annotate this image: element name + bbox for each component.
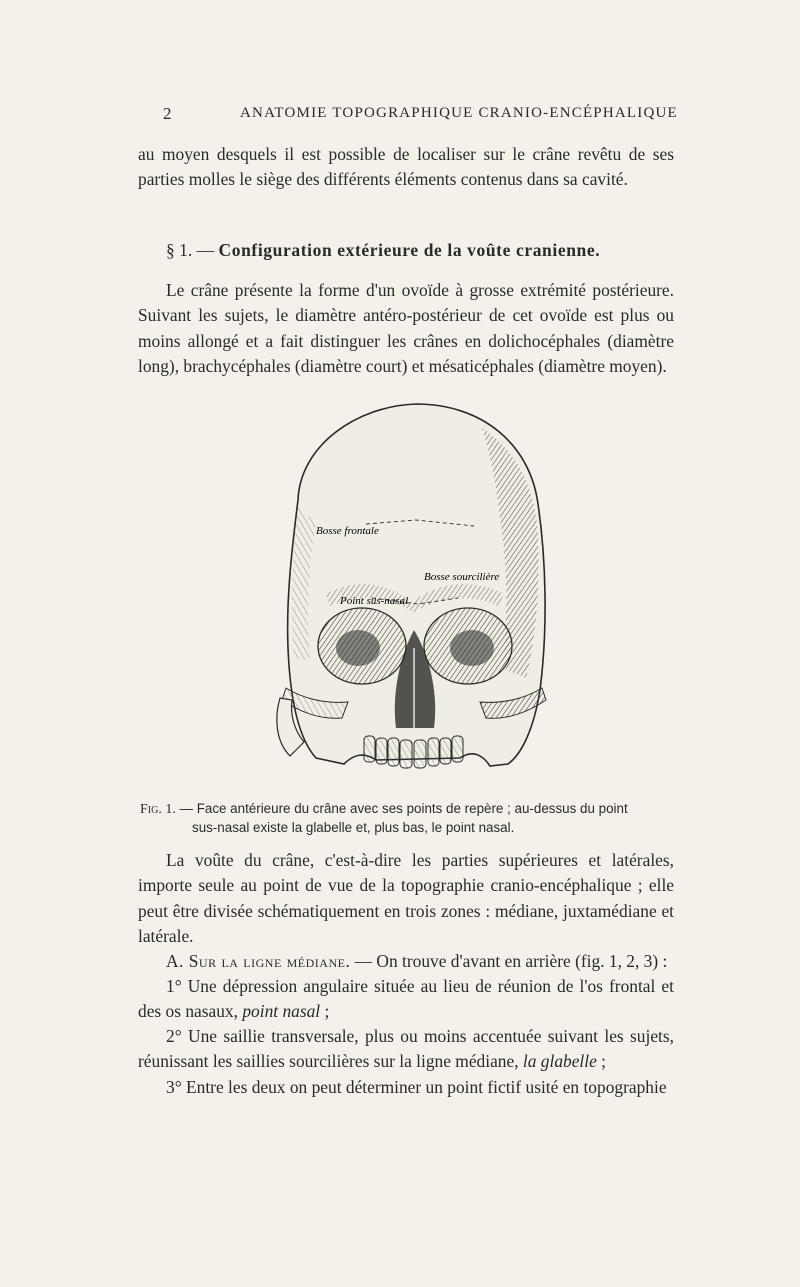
list-item-2-marker: 2°	[166, 1026, 182, 1046]
intro-paragraph: au moyen desquels il est possible de localiser sur le crâne revêtu de ses parties molles le siège des différents éléments contenus dans sa cavité.	[138, 144, 674, 190]
caption-line-2: sus-nasal existe la glabelle et, plus bas, le point nasal.	[192, 819, 515, 835]
list-item-3	[138, 1075, 674, 1100]
running-title: ANATOMIE TOPOGRAPHIQUE CRANIO-ENCÉPHALIQUE	[240, 105, 678, 121]
list-item-1	[138, 974, 674, 1025]
median-line-text: — On trouve d'avant en arrière (fig. 1, 2, 3) :	[354, 951, 668, 971]
list-item-2-term: la glabelle	[522, 1051, 597, 1072]
section-heading	[166, 240, 726, 261]
list-item-2	[138, 1024, 674, 1075]
list-item-2-end: ;	[596, 1051, 607, 1072]
section-number: § 1. —	[166, 240, 215, 260]
list-item-1-term: point nasal	[242, 1001, 321, 1022]
figure-number: Fig. 1.	[140, 802, 176, 817]
list-item-3-marker: 3°	[166, 1077, 182, 1097]
figure-caption	[140, 800, 676, 836]
list-item-1-text: Une dépression angulaire située au lieu de réunion de l'os frontal et des os nasaux,	[138, 976, 674, 1022]
paragraph-skull-shape: Le crâne présente la forme d'un ovoïde à grosse extrémité postérieure. Suivant les sujets, le diamètre antéro-postérieur de cet ovoïde est plus ou moins allongé et a fait distinguer les crânes en dolichocéphales (diamètre long), brachycéphales (diamètre court) et mésaticéphales (diamètre moyen).	[138, 280, 674, 376]
label-bosse-sourciliere: Bosse sourcilière	[424, 571, 500, 583]
paragraph-median-line	[138, 949, 674, 974]
list-item-2-text: Une saillie transversale, plus ou moins accentuée suivant les sujets, réunissant les saillies sourcilières sur la ligne médiane,	[138, 1026, 674, 1072]
median-line-heading: A. Sur la ligne médiane.	[166, 951, 351, 971]
label-bosse-frontale: Bosse frontale	[316, 525, 379, 537]
list-item-3-text: Entre les deux on peut déterminer un point fictif usité en topographie	[186, 1077, 667, 1097]
section-title: Configuration extérieure de la voûte cranienne.	[218, 240, 601, 260]
page-number: 2	[163, 104, 172, 123]
caption-line-1: — Face antérieure du crâne avec ses points de repère ; au-dessus du point	[179, 801, 628, 816]
label-point-sus-nasal: Point sus-nasal	[340, 595, 409, 607]
skull-illustration	[246, 398, 578, 776]
list-item-1-marker: 1°	[166, 976, 182, 996]
skull-figure	[246, 398, 578, 776]
list-item-1-end: ;	[320, 1001, 330, 1022]
running-head	[0, 104, 800, 128]
paragraph-vault: La voûte du crâne, c'est-à-dire les parties supérieures et latérales, importe seule au point de vue de la topographie cranio-encéphalique ; elle peut être divisée schématiquement en trois zones : médiane, juxtamédiane et latérale.	[138, 850, 674, 946]
